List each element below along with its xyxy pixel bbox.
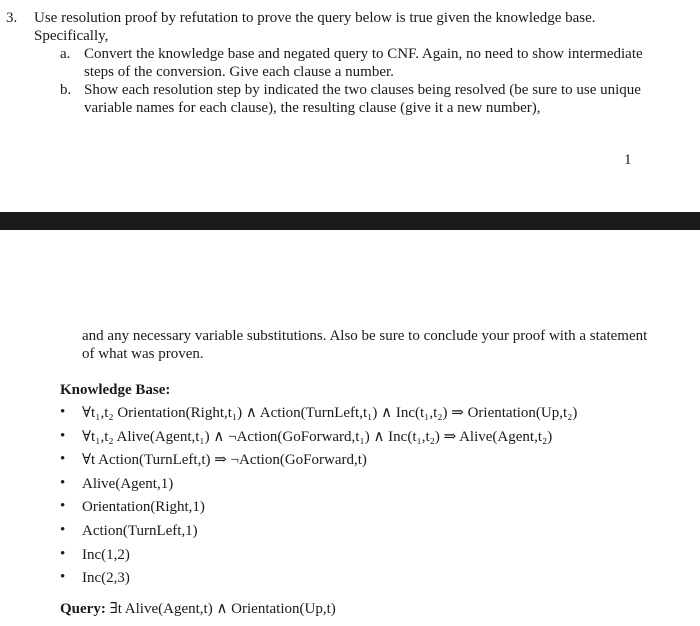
part-a-text: Convert the knowledge base and negated query to CNF. Again, no need to show intermediate steps of the conversion. Give each clause a number. (84, 46, 643, 80)
kb-formula: ∀t₁,t₂ Orientation(Right,t₁) ∧ Action(TurnLeft,t₁) ∧ Inc(t₁,t₂) ⇒ Orientation(Up,t₂) (82, 405, 578, 421)
kb-item (60, 569, 660, 593)
kb-item (60, 522, 660, 546)
kb-item (60, 428, 660, 452)
kb-item (60, 451, 660, 475)
kb-formula: Inc(2,3) (82, 570, 130, 587)
question-text: Use resolution proof by refutation to prove the query below is true given the knowledge base. Specifically, (34, 10, 596, 44)
question-number: 3. (6, 10, 18, 26)
page-break-band (0, 212, 700, 230)
query-label: Query: (60, 601, 106, 617)
bullet-icon: • (60, 545, 66, 562)
kb-item (60, 546, 660, 570)
page-number: 1 (624, 152, 632, 168)
kb-formula: Orientation(Right,1) (82, 499, 205, 516)
bullet-icon: • (60, 427, 66, 444)
kb-formula: Inc(1,2) (82, 546, 130, 563)
bullet-icon: • (60, 474, 66, 491)
kb-formula: Alive(Agent,1) (82, 475, 174, 492)
kb-formula: ∀t₁,t₂ Alive(Agent,t₁) ∧ ¬Action(GoForward,t₁) ∧ Inc(t₁,t₂) ⇒ Alive(Agent,t₂) (82, 428, 553, 445)
part-b-text: Show each resolution step by indicated the two clauses being resolved (be sure to use unique variable names for each clause), the resulting clause (give it a new number), (84, 82, 641, 116)
part-b-marker: b. (60, 82, 72, 98)
bullet-icon: • (60, 498, 66, 515)
part-a-marker: a. (60, 46, 71, 62)
kb-item (60, 404, 660, 428)
knowledge-base-heading: Knowledge Base: (60, 382, 171, 398)
bullet-icon: • (60, 521, 66, 538)
query-formula: ∃t Alive(Agent,t) ∧ Orientation(Up,t) (109, 601, 336, 617)
bullet-icon: • (60, 451, 66, 468)
kb-item (60, 475, 660, 499)
kb-formula: ∀t Action(TurnLeft,t) ⇒ ¬Action(GoForward,t) (82, 452, 367, 469)
part-a (60, 45, 660, 81)
part-b (60, 81, 660, 117)
part-b-continuation: and any necessary variable substitutions. Also be sure to conclude your proof with a statement of what was proven. (82, 328, 648, 362)
bullet-icon: • (60, 404, 66, 420)
kb-item (60, 498, 660, 522)
query-line (60, 600, 336, 618)
kb-formula: Action(TurnLeft,1) (82, 522, 198, 539)
bullet-icon: • (60, 569, 66, 586)
knowledge-base-list (60, 404, 660, 593)
